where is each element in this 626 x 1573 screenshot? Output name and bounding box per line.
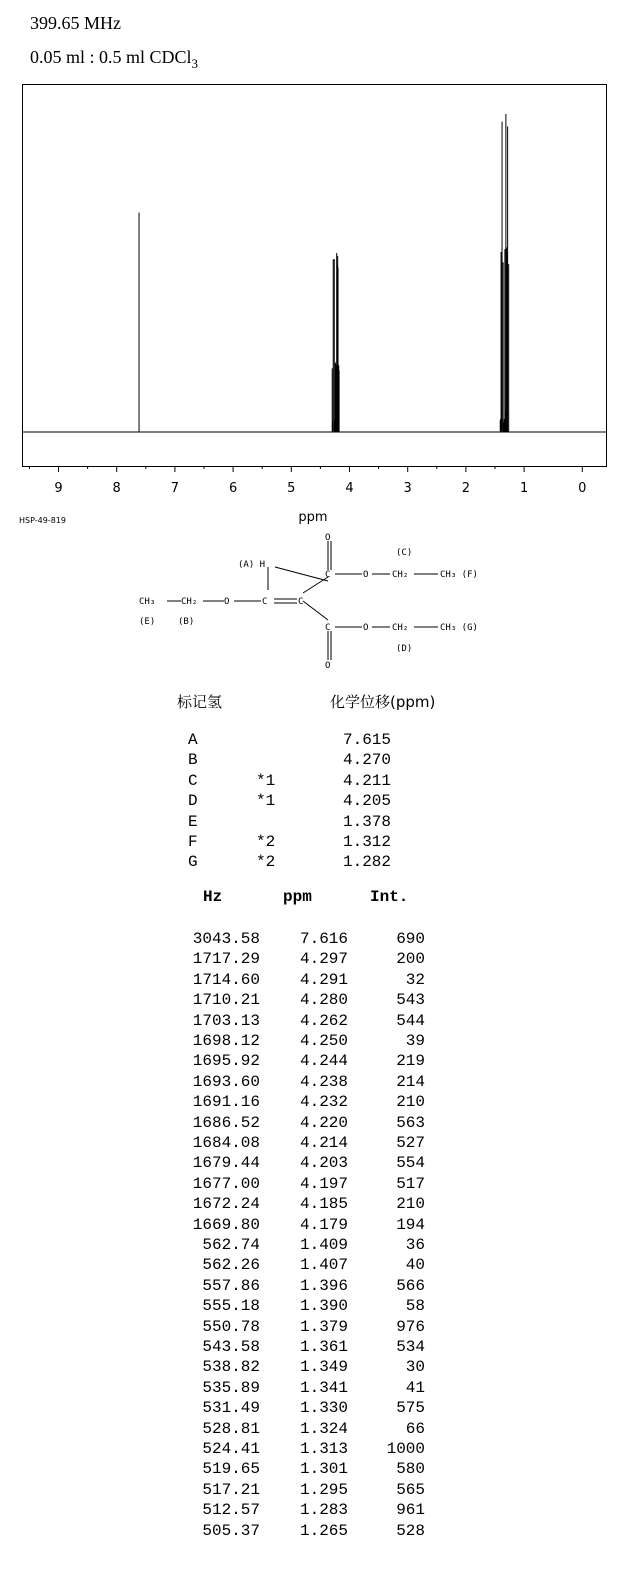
peak-table-row [0, 1398, 626, 1418]
peak-header-hz: Hz [203, 888, 223, 906]
peak-int: 517 [396, 1174, 425, 1193]
peak-hz: 524.41 [202, 1440, 260, 1458]
x-tick-label: 6 [228, 481, 238, 496]
peak-ppm: 4.297 [299, 950, 348, 969]
ch2-bottom: CH₂ [392, 623, 409, 633]
peak-table-row [0, 1378, 626, 1398]
label-e: (E) [139, 617, 156, 627]
peak-int: 214 [396, 1072, 425, 1091]
ester-oxygen-bottom: O [363, 623, 369, 633]
peak-hz: 1686.52 [192, 1113, 260, 1132]
peak-int: 544 [396, 1011, 425, 1030]
peak-hz: 562.26 [202, 1256, 260, 1275]
peaks-layer [139, 114, 509, 432]
carbonyl-carbon-bottom: C [325, 623, 331, 633]
peak-hz: 1691.16 [192, 1093, 260, 1112]
assignment-label: C [188, 771, 198, 790]
assignment-row [0, 750, 626, 770]
peak-hz: 550.78 [202, 1317, 260, 1336]
peak-int: 66 [405, 1419, 425, 1438]
peak-hz: 517.21 [202, 1480, 260, 1499]
peak-table-row [0, 1031, 626, 1051]
sample-description-main: 0.05 ml : 0.5 ml CDCl [30, 47, 192, 67]
peak-header-ppm: ppm [283, 888, 312, 906]
peak-hz: 1669.80 [192, 1215, 260, 1234]
nmr-spectrum-chart [0, 0, 626, 530]
peak-table-row [0, 1276, 626, 1296]
peak-int: 565 [396, 1480, 425, 1499]
peak-table-row [0, 1011, 626, 1031]
assignment-shift: 7.615 [343, 731, 392, 749]
peak-int: 200 [396, 950, 425, 969]
peak-int: 527 [396, 1134, 425, 1152]
peak-hz: 1679.44 [192, 1154, 260, 1173]
peak-hz: 519.65 [202, 1460, 260, 1479]
x-axis-ticks [29, 466, 586, 496]
peak-ppm: 1.396 [299, 1276, 348, 1295]
peak-table-row [0, 1174, 626, 1194]
peak-hz: 1684.08 [192, 1134, 260, 1152]
assignment-note: *2 [256, 853, 276, 872]
label-c: (C) [396, 548, 413, 558]
assignment-note: *1 [256, 792, 276, 811]
ch3-g: CH₃ (G) [440, 623, 478, 633]
peak-int: 690 [396, 930, 425, 948]
peak-table-row [0, 1072, 626, 1092]
peak-ppm: 4.185 [299, 1195, 348, 1214]
peak-ppm: 1.313 [299, 1440, 348, 1458]
vinyl-carbon: C [262, 597, 268, 607]
peak-hz: 1714.60 [192, 970, 260, 989]
assignment-label: F [188, 833, 198, 851]
peak-ppm: 4.250 [299, 1032, 348, 1050]
peak-ppm: 1.407 [299, 1256, 348, 1275]
peak-hz: 1677.00 [192, 1174, 260, 1193]
assignment-shift: 1.378 [343, 812, 392, 831]
peak-int: 976 [396, 1317, 425, 1336]
peak-int: 575 [396, 1399, 425, 1418]
peak-ppm: 1.265 [299, 1521, 348, 1540]
assignment-row [0, 852, 626, 872]
peak-hz: 528.81 [202, 1419, 260, 1438]
peak-ppm: 1.324 [299, 1419, 348, 1438]
ch3-e: CH₃ [139, 597, 156, 607]
peak-table-row [0, 949, 626, 969]
peak-hz: 1710.21 [192, 991, 260, 1010]
peak-ppm: 1.283 [299, 1501, 348, 1520]
peak-ppm: 4.280 [299, 991, 348, 1010]
peak-ppm: 4.238 [299, 1072, 348, 1091]
peak-table-row [0, 1153, 626, 1173]
assignment-shift: 1.282 [343, 853, 392, 872]
peak-ppm: 4.232 [299, 1093, 348, 1112]
peak-int: 580 [396, 1460, 425, 1479]
peak-table-row [0, 1092, 626, 1112]
peak-ppm: 1.295 [299, 1480, 348, 1499]
peak-ppm: 4.179 [299, 1215, 348, 1234]
label-d: (D) [396, 644, 413, 654]
peak-ppm: 4.214 [299, 1134, 348, 1152]
sample-description-subscript: 3 [191, 56, 199, 71]
assignment-row [0, 791, 626, 811]
peak-table-row [0, 1480, 626, 1500]
peak-hz: 557.86 [202, 1276, 260, 1295]
carbonyl-carbon-top: C [325, 570, 331, 580]
peak-ppm: 4.203 [299, 1154, 348, 1173]
peak-ppm: 1.349 [299, 1358, 348, 1377]
peak-table-row [0, 1296, 626, 1316]
peak-int: 58 [405, 1297, 425, 1316]
peak-table-row [0, 1113, 626, 1133]
assignment-label: E [188, 812, 198, 831]
assignment-shift: 4.205 [343, 792, 392, 811]
assignment-header-shift: 化学位移(ppm) [330, 693, 436, 711]
peak-table-row [0, 1215, 626, 1235]
peak-ppm: 1.390 [299, 1297, 348, 1316]
peak-int: 39 [405, 1032, 425, 1050]
x-tick-label: 9 [54, 481, 63, 496]
label-b: (B) [178, 617, 195, 627]
peak-ppm: 1.361 [299, 1338, 348, 1356]
peak-int: 41 [405, 1378, 425, 1397]
assignment-label: G [188, 853, 198, 872]
assignment-shift: 4.211 [343, 771, 392, 790]
ether-oxygen: O [224, 597, 230, 607]
peak-int: 210 [396, 1195, 425, 1214]
plot-frame [23, 85, 607, 467]
structure-diagram [0, 530, 626, 670]
peak-int: 543 [396, 991, 425, 1010]
assignment-label: D [188, 792, 198, 811]
x-tick-label: 8 [112, 481, 121, 496]
peak-ppm: 1.379 [299, 1317, 348, 1336]
peak-hz: 1672.24 [192, 1195, 260, 1214]
peak-table-row [0, 1500, 626, 1520]
assignment-note: *1 [256, 771, 276, 790]
spectrometer-frequency: 399.65 MHz [30, 13, 121, 33]
peak-hz: 1698.12 [192, 1032, 260, 1050]
peak-ppm: 4.197 [299, 1174, 348, 1193]
peak-int: 210 [396, 1093, 425, 1112]
peak-table-row [0, 1337, 626, 1357]
ester-oxygen-top: O [363, 570, 369, 580]
peak-int: 32 [405, 970, 425, 989]
assignment-header-label: 标记氢 [177, 693, 223, 711]
peak-hz: 535.89 [202, 1378, 260, 1397]
peak-int: 40 [405, 1256, 425, 1275]
peak-int: 961 [396, 1501, 425, 1520]
x-tick-label: 1 [519, 481, 529, 496]
peak-header-int: Int. [370, 888, 409, 906]
peak-hz: 555.18 [202, 1297, 260, 1316]
assignment-row [0, 730, 626, 750]
ch3-f: CH₃ (F) [440, 570, 478, 580]
peak-int: 30 [405, 1358, 425, 1377]
assignment-row [0, 832, 626, 852]
peak-table-row [0, 1357, 626, 1377]
peak-hz: 531.49 [202, 1399, 260, 1418]
peak-table-row [0, 1255, 626, 1275]
x-tick-label: 7 [170, 481, 180, 496]
peak-ppm: 7.616 [299, 930, 348, 948]
label-a-h: (A) H [238, 560, 266, 570]
carbonyl-oxygen-bottom: O [325, 661, 331, 670]
peak-table-row [0, 1051, 626, 1071]
peak-hz: 3043.58 [192, 930, 260, 948]
peak-table-row [0, 1439, 626, 1459]
assignment-label: B [188, 751, 198, 770]
assignment-note: *2 [256, 833, 276, 851]
peak-int: 554 [396, 1154, 425, 1173]
x-tick-label: 3 [403, 481, 412, 496]
assignment-row [0, 771, 626, 791]
peak-int: 563 [396, 1113, 425, 1132]
peak-int: 36 [405, 1236, 425, 1254]
peak-table-row [0, 970, 626, 990]
peak-int: 566 [396, 1276, 425, 1295]
ch2-b: CH₂ [181, 597, 198, 607]
peak-ppm: 1.330 [299, 1399, 348, 1418]
peak-table-row [0, 990, 626, 1010]
peak-hz: 1693.60 [192, 1072, 260, 1091]
peak-hz: 512.57 [202, 1501, 260, 1520]
peak-hz: 1695.92 [192, 1052, 260, 1071]
peak-hz: 562.74 [202, 1236, 260, 1254]
peak-table-row [0, 1133, 626, 1153]
ch2-top: CH₂ [392, 570, 409, 580]
peak-table-row [0, 1521, 626, 1541]
assignment-row [0, 812, 626, 832]
x-tick-label: 5 [287, 481, 296, 496]
peak-ppm: 4.262 [299, 1011, 348, 1030]
x-axis-label: ppm [298, 510, 328, 525]
peak-hz: 538.82 [202, 1358, 260, 1377]
assignment-label: A [188, 731, 198, 749]
peak-table-row [0, 1194, 626, 1214]
spectrum-code: HSP-49-819 [19, 516, 66, 525]
peak-hz: 1717.29 [192, 950, 260, 969]
peak-ppm: 1.301 [299, 1460, 348, 1479]
peak-int: 534 [396, 1338, 425, 1356]
peak-hz: 505.37 [202, 1521, 260, 1540]
peak-table-row [0, 1459, 626, 1479]
peak-table-row [0, 1235, 626, 1255]
peak-ppm: 4.291 [299, 970, 348, 989]
x-tick-label: 2 [461, 481, 471, 496]
peak-int: 1000 [386, 1440, 425, 1458]
peak-table-row [0, 1419, 626, 1439]
peak-ppm: 1.341 [299, 1378, 348, 1397]
x-tick-label: 0 [578, 481, 587, 496]
peak-table-row [0, 929, 626, 949]
peak-hz: 543.58 [202, 1338, 260, 1356]
central-carbon: C [298, 597, 304, 607]
peak-ppm: 1.409 [299, 1236, 348, 1254]
carbonyl-oxygen-top: O [325, 533, 331, 543]
peak-int: 219 [396, 1052, 425, 1071]
assignment-shift: 1.312 [343, 833, 392, 851]
peak-hz: 1703.13 [192, 1011, 260, 1030]
x-tick-label: 4 [345, 481, 354, 496]
peak-table-row [0, 1317, 626, 1337]
assignment-shift: 4.270 [343, 751, 392, 770]
peak-ppm: 4.244 [299, 1052, 348, 1071]
peak-int: 194 [396, 1215, 425, 1234]
peak-int: 528 [396, 1521, 425, 1540]
peak-ppm: 4.220 [299, 1113, 348, 1132]
